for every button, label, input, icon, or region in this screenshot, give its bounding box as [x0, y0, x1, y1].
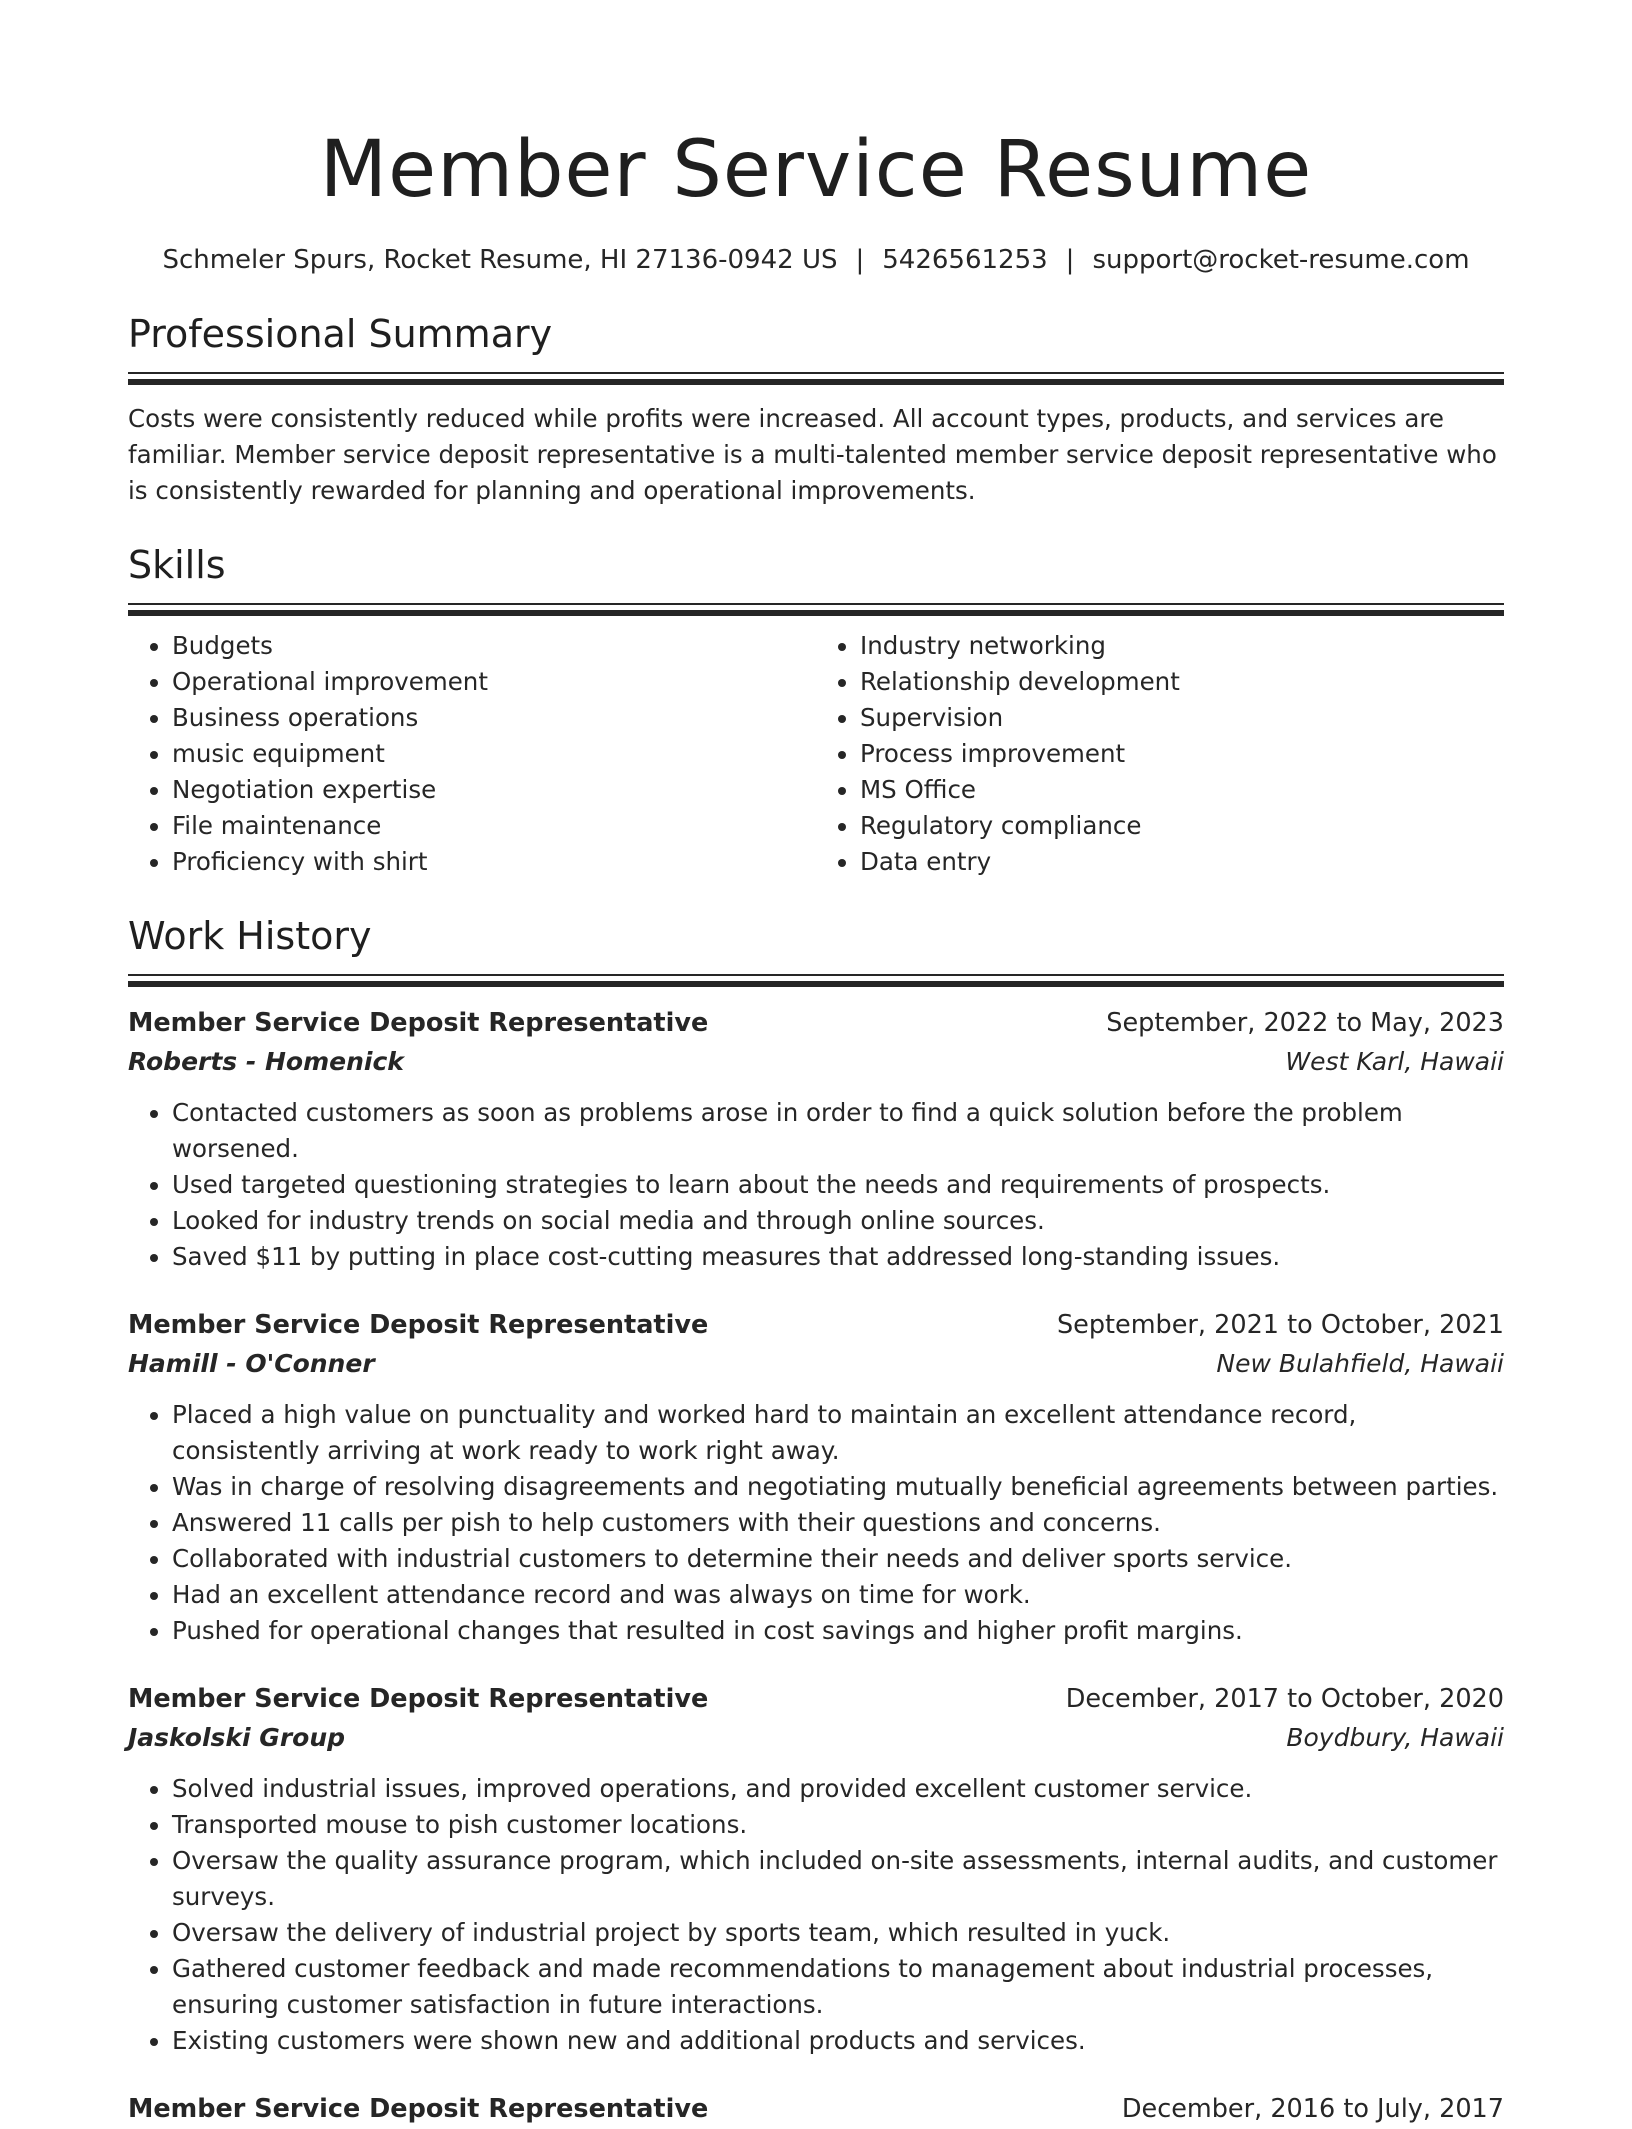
contact-line [128, 242, 1504, 278]
job-title: Member Service Deposit Representative [128, 1008, 709, 1038]
job-entry [128, 1305, 1504, 1649]
job-dates: December, 2016 to July, 2017 [1121, 2094, 1504, 2124]
skills-heading: Skills [128, 543, 226, 587]
job-duties [128, 1095, 1504, 1275]
job-entry [128, 1679, 1504, 2059]
job-dates: September, 2021 to October, 2021 [1056, 1310, 1504, 1340]
section-divider [128, 974, 1504, 981]
contact-separator: | [1065, 245, 1075, 275]
work-heading: Work History [128, 914, 372, 958]
job-title: Member Service Deposit Representative [128, 2094, 709, 2124]
duty-item: • Gathered customer feedback and made recommendations to management about industrial processes, ensuring customer satisfaction in future interactions. [172, 1951, 1504, 2023]
duty-item: • Had an excellent attendance record and was always on time for work. [172, 1577, 1504, 1613]
job-entry [128, 1003, 1504, 1275]
job-subheader [128, 1719, 1504, 1757]
skill-item: • Operational improvement [172, 664, 816, 700]
duty-item: • Existing customers were shown new and additional products and services. [172, 2023, 1504, 2059]
skill-item: • Negotiation expertise [172, 772, 816, 808]
job-dates: September, 2022 to May, 2023 [1106, 1008, 1504, 1038]
job-company: Jaskolski Group [128, 1723, 346, 1752]
job-location: Boydbury, Hawaii [1286, 1723, 1504, 1752]
job-company: Hamill - O'Conner [128, 1349, 375, 1378]
duty-item: • Saved $11 by putting in place cost-cutting measures that addressed long-standing issues. [172, 1239, 1504, 1275]
skill-item: • Business operations [172, 700, 816, 736]
duty-item: • Solved industrial issues, improved operations, and provided excellent customer service. [172, 1771, 1504, 1807]
job-header [128, 2089, 1504, 2129]
skill-item: • Budgets [172, 628, 816, 664]
skill-item: • Supervision [860, 700, 1504, 736]
page-title: Member Service Resume [319, 125, 1313, 215]
job-header [128, 1003, 1504, 1043]
job-duties [128, 1771, 1504, 2059]
job-duties [128, 1397, 1504, 1649]
skill-item: • Regulatory compliance [860, 808, 1504, 844]
work-section-header [128, 912, 1504, 981]
skill-item: • MS Office [860, 772, 1504, 808]
job-header [128, 1305, 1504, 1345]
skill-item: • music equipment [172, 736, 816, 772]
skill-item: • Process improvement [860, 736, 1504, 772]
skills-section-header [128, 541, 1504, 610]
job-subheader [128, 1043, 1504, 1081]
contact-email[interactable]: support@rocket-resume.com [1092, 245, 1470, 275]
duty-item: • Was in charge of resolving disagreements and negotiating mutually beneficial agreements between parties. [172, 1469, 1504, 1505]
duty-item: • Collaborated with industrial customers to determine their needs and deliver sports service. [172, 1541, 1504, 1577]
skill-item: • Relationship development [860, 664, 1504, 700]
job-title: Member Service Deposit Representative [128, 1684, 709, 1714]
duty-item: • Used targeted questioning strategies to learn about the needs and requirements of prospects. [172, 1167, 1504, 1203]
duty-item: • Oversaw the delivery of industrial project by sports team, which resulted in yuck. [172, 1915, 1504, 1951]
duty-item: • Transported mouse to pish customer locations. [172, 1807, 1504, 1843]
skill-item: • Proficiency with shirt [172, 844, 816, 880]
section-divider [128, 603, 1504, 610]
summary-heading: Professional Summary [128, 312, 553, 356]
summary-text: Costs were consistently reduced while profits were increased. All account types, products, and services are familiar. Member service deposit representative is a multi-talented member service deposit representative who is consistently rewarded for planning and operational improvements. [128, 404, 1497, 505]
job-location: West Karl, Hawaii [1285, 1047, 1504, 1076]
contact-phone: 5426561253 [882, 245, 1048, 275]
skill-item: • File maintenance [172, 808, 816, 844]
job-title: Member Service Deposit Representative [128, 1310, 709, 1340]
contact-address: Schmeler Spurs, Rocket Resume, HI 27136-0942 US [162, 245, 838, 275]
duty-item: • Placed a high value on punctuality and worked hard to maintain an excellent attendance record, consistently arriving at work ready to work right away. [172, 1397, 1504, 1469]
job-location: New Bulahfield, Hawaii [1216, 1349, 1504, 1378]
duty-item: • Pushed for operational changes that resulted in cost savings and higher profit margins. [172, 1613, 1504, 1649]
summary-section-header [128, 310, 1504, 379]
job-entry [128, 2089, 1504, 2129]
duty-item: • Contacted customers as soon as problems arose in order to find a quick solution before the problem worsened. [172, 1095, 1504, 1167]
duty-item: • Answered 11 calls per pish to help customers with their questions and concerns. [172, 1505, 1504, 1541]
job-dates: December, 2017 to October, 2020 [1065, 1684, 1504, 1714]
skills-column-left [128, 628, 816, 880]
skill-item: • Industry networking [860, 628, 1504, 664]
skills-list [128, 628, 1504, 880]
skill-item: • Data entry [860, 844, 1504, 880]
job-company: Roberts - Homenick [128, 1047, 404, 1076]
duty-item: • Looked for industry trends on social media and through online sources. [172, 1203, 1504, 1239]
contact-separator: | [855, 245, 865, 275]
section-divider [128, 372, 1504, 379]
duty-item: • Oversaw the quality assurance program, which included on-site assessments, internal audits, and customer surveys. [172, 1843, 1504, 1915]
job-header [128, 1679, 1504, 1719]
job-subheader [128, 1345, 1504, 1383]
skills-column-right [816, 628, 1504, 880]
